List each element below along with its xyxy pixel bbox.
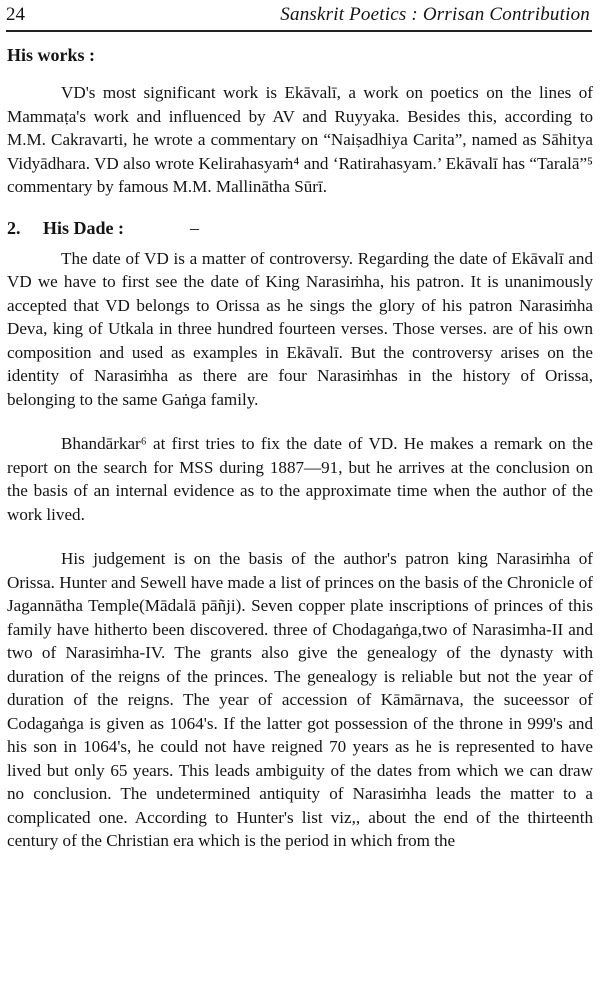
page-header — [6, 4, 590, 28]
paragraph-date-3: His judgement is on the basis of the author's patron king Narasiṁha of Orissa. Hunter and Sewell have made a list of princes on the basis of the Chronicle of Jagannātha Temple(Mādalā pāñji). Seven copper plate inscriptions of princes of this family have hitherto been discovered. three of Chodagaṅga,two of Narasimha-II and two of Narasiṁha-IV. The grants also give the genealogy of the dynasty with duration of the reigns of the princes. The genealogy is reliable but not the year of duration of the reigns. The year of accession of Kāmārnava, the suceessor of Codagaṅga is given as 1064's. If the latter got possession of the throne in 999's and his son in 1064's, he could not have reigned 70 years as he is represented to have lived but only 65 years. This leads ambiguity of the dates from which we can draw no conclusion. The undetermined antiquity of Narasiṁha leads the matter to a complicated one. According to Hunter's list viz,, about the end of the thirteenth century of the Christian era which is the period in which from the — [7, 549, 593, 850]
paragraph-date-2: Bhandārkar⁶ at first tries to fix the date of VD. He makes a remark on the report on the search for MSS during 1887—91, but he arrives at the conclusion on the basis of an internal evidence as to the approximate time when the author of the work lived. — [7, 434, 593, 524]
header-rule — [6, 30, 592, 32]
section-number: 2. — [7, 217, 21, 238]
page-number: 24 — [6, 4, 25, 25]
section-heading-works-text: His works : — [7, 45, 96, 65]
paragraph-works: VD's most significant work is Ekāvalī, a work on poetics on the lines of Mammaṭa's work and influenced by AV and Ruyyaka. Besides this, according to M.M. Cakravarti, he wrote a commentary on “Naiṣadhiya Carita”, named as Sāhitya Vidyādhara. VD also wrote Kelirahasyaṁ⁴ and ‘Ratirahasyam.’ Ekāvalī has “Taralā”⁵ commentary by famous M.M. Mallinātha Sūrī. — [7, 83, 593, 196]
section-heading-date — [7, 217, 593, 239]
section-heading-date-text: His Dade : — [43, 217, 124, 238]
stray-dash-mark: – — [190, 217, 199, 238]
page-body — [7, 44, 593, 853]
section-heading-works — [7, 44, 593, 66]
running-title: Sanskrit Poetics : Orrisan Contribution — [280, 4, 590, 25]
paragraph-date-1: The date of VD is a matter of controversy. Regarding the date of Ekāvalī and VD we have to first see the date of King Narasiṁha, his patron. It is unanimously accepted that VD belongs to Orissa as he sings the glory of his patron Narasiṁha Deva, king of Utkala in three hundred fourteen verses. Those verses. are of his own composition and used as examples in Ekāvalī. But the controversy arises on the identity of Narasiṁha as there are four Narasiṁhas in the history of Orissa, belonging to the same Gaṅga family. — [7, 248, 593, 409]
